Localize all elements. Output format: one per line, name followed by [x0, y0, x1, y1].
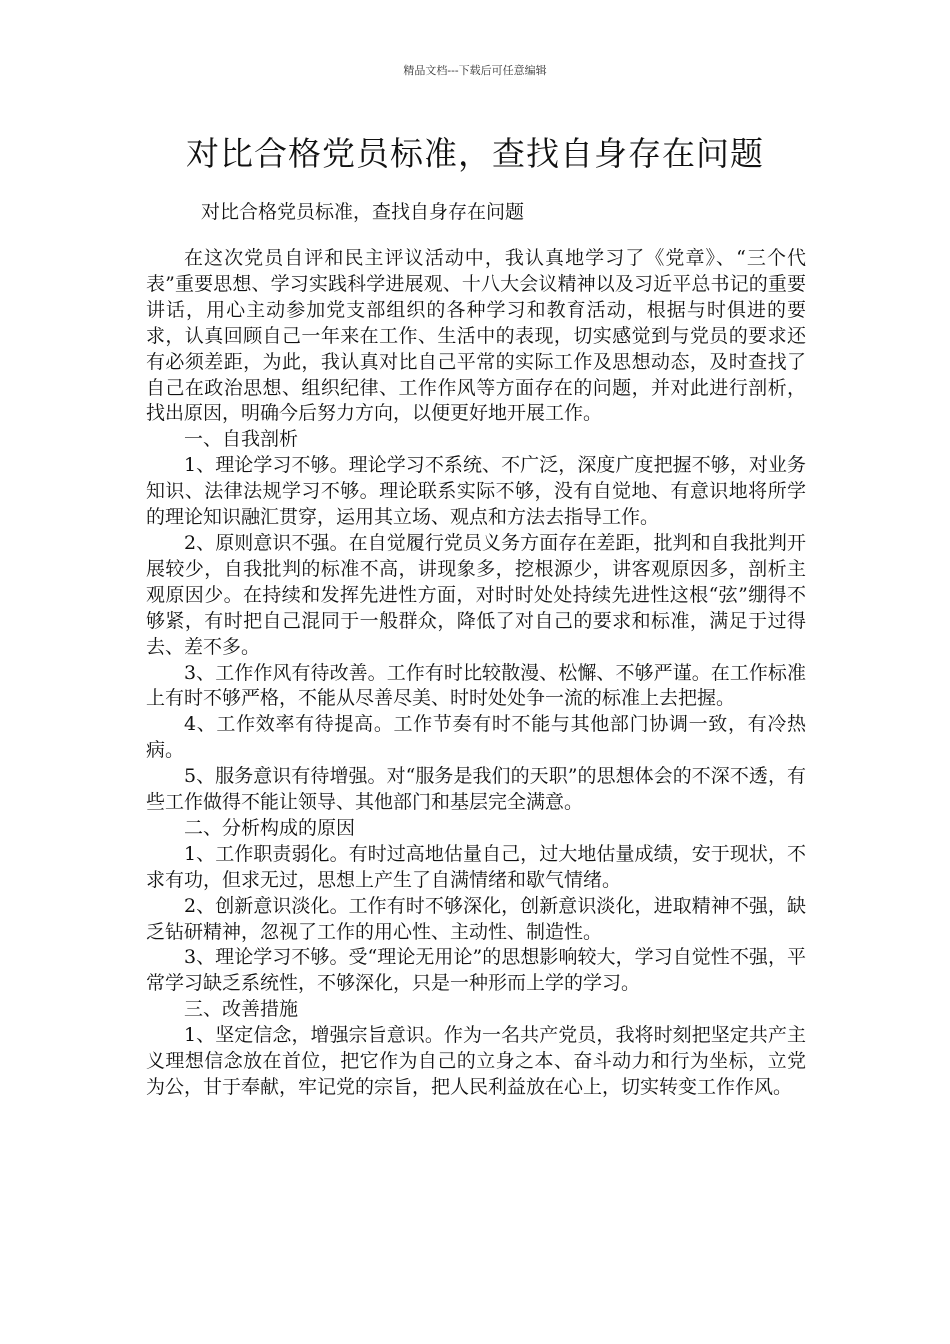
document-subtitle: 对比合格党员标准，查找自身存在问题	[201, 201, 525, 223]
paragraph-item: 1、理论学习不够。理论学习不系统、不广泛，深度广度把握不够，对业务知识、法律法规学习不够。理论联系实际不够，没有自觉地、有意识地将所学的理论知识融汇贯穿，运用其立场、观点和方法去指导工作。	[146, 454, 806, 529]
page-header: 精品文档---下载后可任意编辑	[403, 64, 547, 77]
paragraph-item: 5、服务意识有待增强。对“服务是我们的天职”的思想体会的不深不透，有些工作做得不能让领导、其他部门和基层完全满意。	[146, 765, 806, 814]
paragraph-item: 1、工作职责弱化。有时过高地估量自己，过大地估量成绩，安于现状，不求有功，但求无过，思想上产生了自满情绪和歇气情绪。	[146, 842, 806, 891]
paragraph-item: 3、工作作风有待改善。工作有时比较散漫、松懈、不够严谨。在工作标准上有时不够严格，不能从尽善尽美、时时处处争一流的标准上去把握。	[146, 661, 806, 710]
section-heading-causes: 二、分析构成的原因	[184, 816, 356, 839]
paragraph-item: 2、创新意识淡化。工作有时不够深化，创新意识淡化，进取精神不强，缺乏钻研精神，忽视了工作的用心性、主动性、制造性。	[146, 894, 806, 943]
paragraph-intro: 在这次党员自评和民主评议活动中，我认真地学习了《党章》、“三个代表”重要思想、学习实践科学进展观、十八大会议精神以及习近平总书记的重要讲话，用心主动参加党支部组织的各种学习和教育活动，根据与时俱进的要求，认真回顾自己一年来在工作、生活中的表现，切实感觉到与党员的要求还有必须差距，为此，我认真对比自己平常的实际工作及思想动态，及时查找了自己在政治思想、组织纪律、工作作风等方面存在的问题，并对此进行剖析，找出原因，明确今后努力方向，以便更好地开展工作。	[146, 247, 806, 425]
document-title: 对比合格党员标准，查找自身存在问题	[186, 134, 764, 173]
paragraph-item: 3、理论学习不够。受“理论无用论”的思想影响较大，学习自觉性不强，平常学习缺乏系统性，不够深化，只是一种形而上学的学习。	[146, 946, 806, 995]
section-heading-measures: 三、改善措施	[184, 998, 299, 1021]
paragraph-item: 1、坚定信念，增强宗旨意识。作为一名共产党员，我将时刻把坚定共产主义理想信念放在首位，把它作为自己的立身之本、奋斗动力和行为坐标，立党为公，甘于奉献，牢记党的宗旨，把人民利益放在心上，切实转变工作作风。	[146, 1024, 806, 1098]
section-heading-self-analysis: 一、自我剖析	[184, 428, 299, 451]
document-body	[146, 246, 806, 1101]
paragraph-item: 4、工作效率有待提高。工作节奏有时不能与其他部门协调一致，有冷热病。	[146, 713, 806, 762]
paragraph-item: 2、原则意识不强。在自觉履行党员义务方面存在差距，批判和自我批判开展较少，自我批判的标准不高，讲现象多，挖根源少，讲客观原因多，剖析主观原因少。在持续和发挥先进性方面，对时时处处持续先进性这根“弦”绷得不够紧，有时把自己混同于一般群众，降低了对自己的要求和标准，满足于过得去、差不多。	[146, 531, 806, 658]
